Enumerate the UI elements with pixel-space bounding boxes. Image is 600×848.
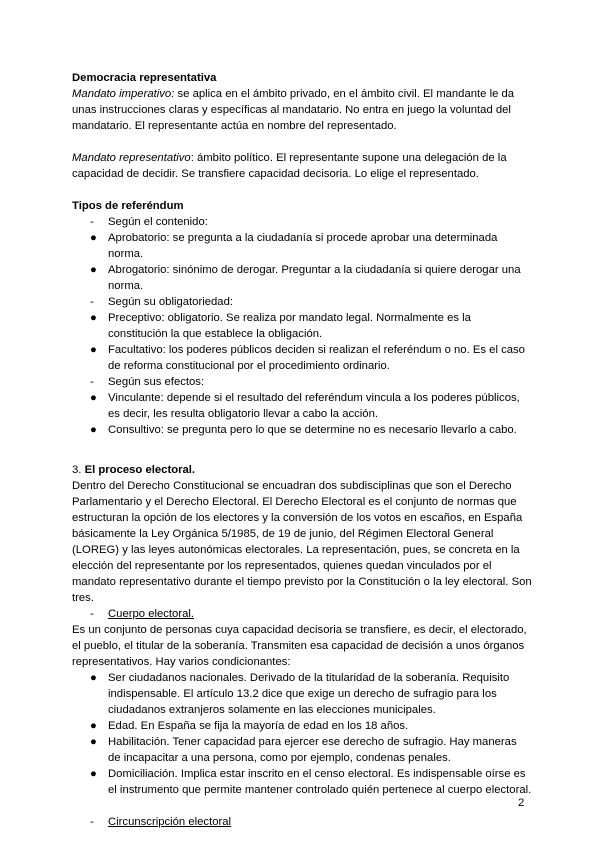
list-item-text: Edad. En España se fija la mayoría de edad en los 18 años. bbox=[108, 720, 409, 732]
bullet-marker: ● bbox=[90, 672, 97, 684]
list-marker: - bbox=[90, 296, 94, 308]
document-page bbox=[72, 70, 532, 830]
list-item bbox=[72, 310, 532, 342]
paragraph-cuerpo-electoral: Es un conjunto de personas cuya capacidad decisoria se transfiere, es decir, el electorado, el pueblo, el titular de la soberanía. Transmiten esa capacidad de decisión a unos órganos representativos. Hay varios condicionantes: bbox=[72, 624, 527, 668]
list-item bbox=[72, 670, 532, 718]
paragraph-mandato-representativo bbox=[72, 150, 532, 182]
definition-mandato-representativo: : ámbito político. El representante supone una delegación de la capacidad de decidir. Se transfiere capacidad decisoria. Lo elige el representado. bbox=[72, 152, 507, 180]
list-item bbox=[72, 294, 532, 310]
list-item bbox=[72, 734, 532, 766]
bullet-marker: ● bbox=[90, 264, 97, 276]
term-mandato-representativo: Mandato representativo bbox=[72, 152, 191, 164]
bullet-marker: ● bbox=[90, 736, 97, 748]
bullet-marker: ● bbox=[90, 768, 97, 780]
list-item bbox=[72, 422, 532, 438]
paragraph-mandato-imperativo bbox=[72, 86, 532, 134]
list-item-text: Ser ciudadanos nacionales. Derivado de la titularidad de la soberanía. Requisito indispensable. El artículo 13.2 dice que exige un derecho de sufragio para los ciudadanos extranjeros solamente en las elecciones municipales. bbox=[108, 672, 510, 716]
list-item bbox=[72, 342, 532, 374]
bullet-marker: ● bbox=[90, 344, 97, 356]
subsection-list-circunscripcion bbox=[72, 814, 532, 830]
bullet-marker: ● bbox=[90, 312, 97, 324]
list-item bbox=[72, 766, 532, 798]
paragraph-derecho-electoral: Dentro del Derecho Constitucional se encuadran dos subdisciplinas que son el Derecho Parlamentario y el Derecho Electoral. El Derecho Electoral es el conjunto de normas que estructuran la opción de los electores y la conversión de los votos en escaños, en España básicamente la Ley Orgánica 5/1985, de 19 de junio, del Régimen Electoral General (LOREG) y las leyes autonómicas electorales. La representación, pues, se concreta en la elección del representante por los representados, quienes quedan vinculados por el mandato representativo durante el tiempo previsto por la Constitución o la ley electoral. Son tres. bbox=[72, 480, 532, 604]
list-item bbox=[72, 374, 532, 390]
list-marker: - bbox=[90, 376, 94, 388]
bullet-marker: ● bbox=[90, 232, 97, 244]
list-item-text: Consultivo: se pregunta pero lo que se determine no es necesario llevarlo a cabo. bbox=[108, 424, 517, 436]
page-number: 2 bbox=[518, 797, 525, 809]
list-item bbox=[72, 814, 532, 830]
subheading-circunscripcion: Circunscripción electoral bbox=[108, 816, 232, 828]
bullet-marker: ● bbox=[90, 392, 97, 404]
section-number: 3. bbox=[72, 464, 85, 476]
list-marker: - bbox=[90, 216, 94, 228]
term-mandato-imperativo: Mandato imperativo: bbox=[72, 88, 175, 100]
section-heading-proceso-electoral bbox=[72, 462, 532, 478]
list-item-text: Abrogatorio: sinónimo de derogar. Preguntar a la ciudadanía si quiere derogar una norma. bbox=[108, 264, 521, 292]
list-item bbox=[72, 606, 532, 622]
list-item-text: Según su obligatoriedad: bbox=[108, 296, 233, 308]
list-item-text: Domiciliación. Implica estar inscrito en el censo electoral. Es indispensable oírse es el instrumento que permite mantener controlado quién pertenece al cuerpo electoral. bbox=[108, 768, 532, 796]
condiciones-list bbox=[72, 670, 532, 798]
list-item bbox=[72, 262, 532, 294]
definition-mandato-imperativo: se aplica en el ámbito privado, en el ámbito civil. El mandante le da unas instrucciones claras y específicas al mandatario. No entra en juego la voluntad del mandatario. El representante actúa en nombre del representado. bbox=[72, 88, 515, 132]
list-item bbox=[72, 390, 532, 422]
section-title: El proceso electoral. bbox=[84, 464, 196, 476]
section-heading-democracia: Democracia representativa bbox=[72, 72, 217, 84]
list-item-text: Vinculante: depende si el resultado del referéndum vincula a los poderes públicos, es decir, les resulta obligatorio llevar a cabo la acción. bbox=[108, 392, 520, 420]
list-marker: - bbox=[90, 816, 94, 828]
subheading-cuerpo-electoral: Cuerpo electoral. bbox=[108, 608, 195, 620]
list-item-text: Habilitación. Tener capacidad para ejercer ese derecho de sufragio. Hay maneras de incapacitar a una persona, como por ejemplo, condenas penales. bbox=[108, 736, 517, 764]
list-item bbox=[72, 230, 532, 262]
list-item-text: Aprobatorio: se pregunta a la ciudadanía si procede aprobar una determinada norma. bbox=[108, 232, 498, 260]
bullet-marker: ● bbox=[90, 720, 97, 732]
list-marker: - bbox=[90, 608, 94, 620]
list-item-text: Según el contenido: bbox=[108, 216, 208, 228]
bullet-marker: ● bbox=[90, 424, 97, 436]
list-item bbox=[72, 718, 532, 734]
list-item-text: Según sus efectos: bbox=[108, 376, 205, 388]
section-heading-referendum: Tipos de referéndum bbox=[72, 200, 184, 212]
subsection-list-cuerpo bbox=[72, 606, 532, 622]
list-item bbox=[72, 214, 532, 230]
list-item-text: Preceptivo: obligatorio. Se realiza por mandato legal. Normalmente es la constitución la que establece la obligación. bbox=[108, 312, 471, 340]
referendum-list bbox=[72, 214, 532, 438]
list-item-text: Facultativo: los poderes públicos deciden si realizan el referéndum o no. Es el caso de reforma constitucional por el procedimiento ordinario. bbox=[108, 344, 525, 372]
